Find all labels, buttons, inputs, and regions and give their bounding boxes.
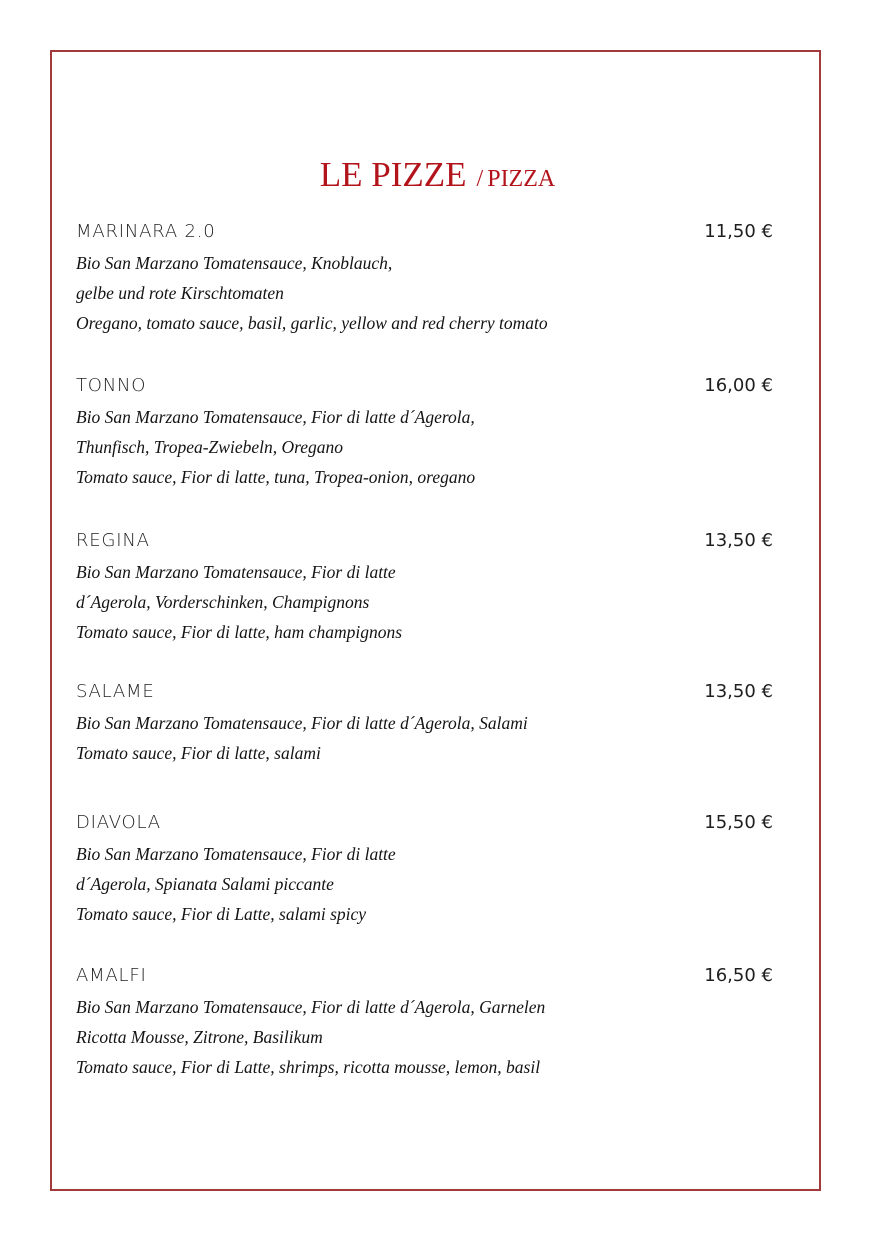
description-line: Bio San Marzano Tomatensauce, Fior di latte d´Agerola, Garnelen (76, 997, 546, 1017)
item-price: 15,50 € (704, 812, 773, 833)
item-price: 11,50 € (704, 221, 773, 242)
description-line: Bio San Marzano Tomatensauce, Fior di latte d´Agerola, (76, 407, 475, 427)
description-line: Ricotta Mousse, Zitrone, Basilikum (76, 1027, 323, 1047)
item-name: TONNO (76, 375, 147, 396)
page-title (0, 155, 875, 195)
item-name: REGINA (76, 530, 150, 551)
item-name: DIAVOLA (76, 812, 161, 833)
description-line: Bio San Marzano Tomatensauce, Fior di latte (76, 562, 396, 582)
title-main: LE PIZZE (319, 155, 467, 194)
item-price: 13,50 € (704, 681, 773, 702)
description-line: gelbe und rote Kirschtomaten (76, 283, 284, 303)
description-line: d´Agerola, Spianata Salami piccante (76, 874, 334, 894)
description-line: Bio San Marzano Tomatensauce, Knoblauch, (76, 253, 393, 273)
item-description (76, 557, 716, 647)
item-description (76, 248, 716, 338)
item-name: AMALFI (76, 965, 147, 986)
title-separator: / (476, 166, 484, 192)
item-price: 16,50 € (704, 965, 773, 986)
title-subtitle: PIZZA (487, 166, 556, 192)
description-line: Tomato sauce, Fior di Latte, salami spicy (76, 904, 367, 924)
description-line: d´Agerola, Vorderschinken, Champignons (76, 592, 370, 612)
description-line: Oregano, tomato sauce, basil, garlic, yellow and red cherry tomato (76, 313, 548, 333)
item-description (76, 708, 716, 768)
item-description (76, 839, 716, 929)
item-price: 13,50 € (704, 530, 773, 551)
description-line: Tomato sauce, Fior di Latte, shrimps, ricotta mousse, lemon, basil (76, 1057, 541, 1077)
item-description (76, 402, 716, 492)
item-name: MARINARA 2.0 (76, 221, 216, 242)
description-line: Bio San Marzano Tomatensauce, Fior di latte (76, 844, 396, 864)
description-line: Bio San Marzano Tomatensauce, Fior di latte d´Agerola, Salami (76, 713, 528, 733)
description-line: Thunfisch, Tropea-Zwiebeln, Oregano (76, 437, 344, 457)
description-line: Tomato sauce, Fior di latte, tuna, Tropea-onion, oregano (76, 467, 476, 487)
item-price: 16,00 € (704, 375, 773, 396)
item-name: SALAME (76, 681, 155, 702)
description-line: Tomato sauce, Fior di latte, salami (76, 743, 321, 763)
description-line: Tomato sauce, Fior di latte, ham champignons (76, 622, 403, 642)
item-description (76, 992, 716, 1082)
